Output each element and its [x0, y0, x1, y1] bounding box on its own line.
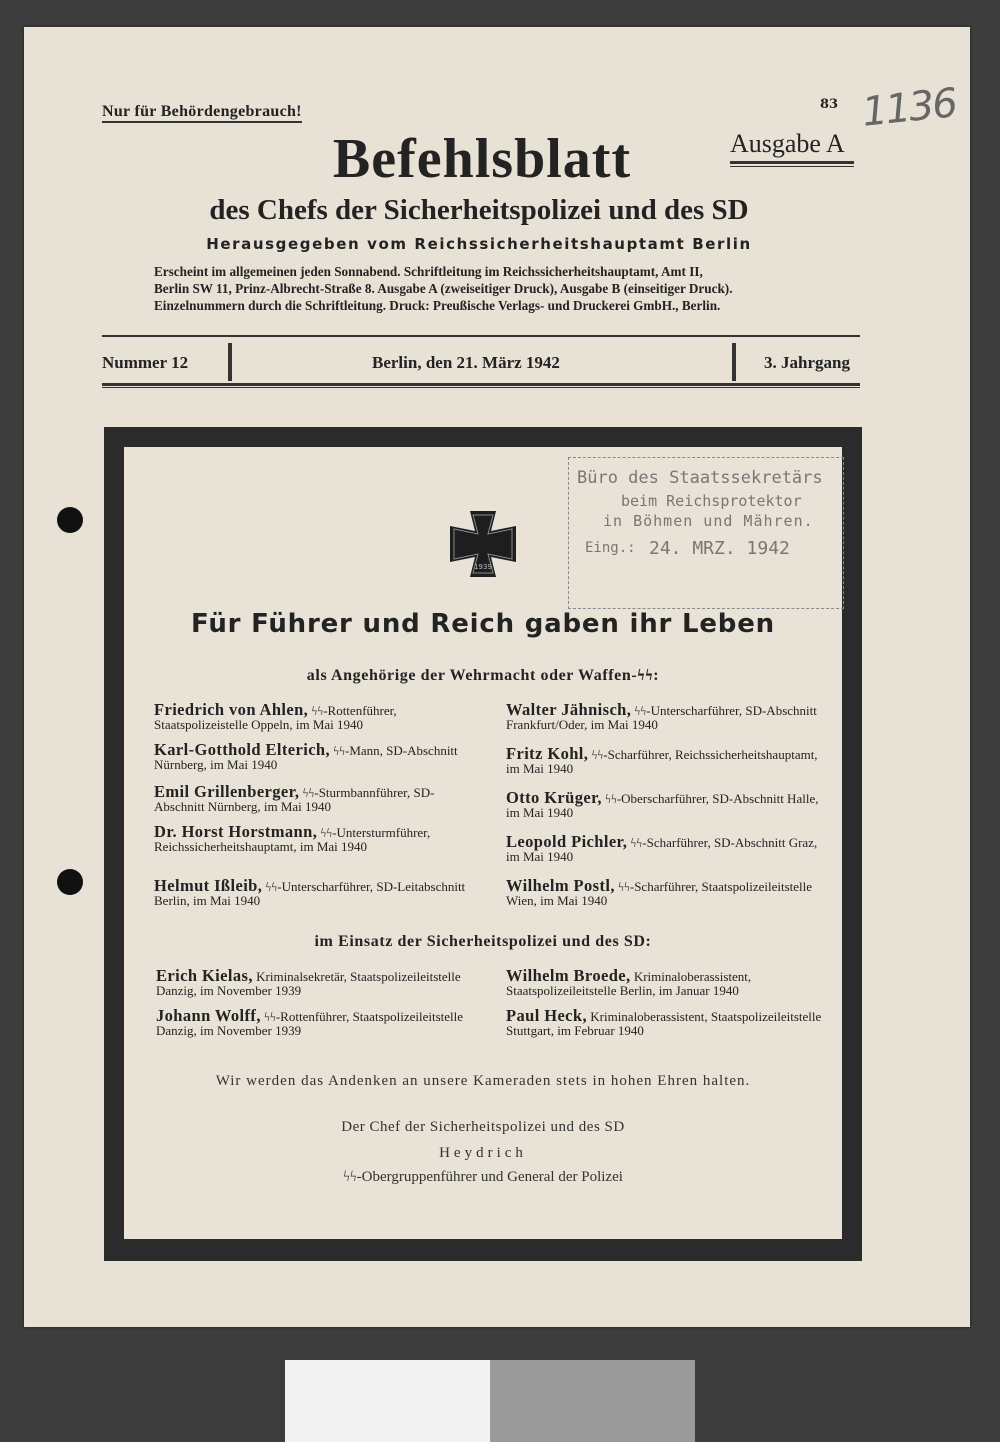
entry-name: Friedrich von Ahlen,	[154, 700, 309, 719]
entry-detail: ϟϟ-Rottenführer, Staatspolizeileitstelle Danzig, im November 1939	[156, 1009, 464, 1038]
entry-name: Walter Jähnisch,	[506, 700, 632, 719]
entry-name: Leopold Pichler,	[506, 832, 628, 851]
entry-name: Helmut Ißleib,	[154, 876, 263, 895]
publisher-line: Herausgegeben vom Reichssicherheitshauptamt Berlin	[206, 235, 752, 253]
entry-detail: ϟϟ-Untersturmführer, Reichssicherheitshauptamt, im Mai 1940	[154, 825, 431, 854]
signature-name: Heydrich	[439, 1145, 527, 1161]
list-item	[154, 876, 472, 908]
list-item	[506, 700, 824, 732]
restricted-notice: Nur für Behördengebrauch!	[102, 103, 302, 123]
list-item	[506, 832, 824, 864]
signature-rank: ϟϟ-Obergruppenführer und General der Polizei	[343, 1169, 623, 1185]
entry-name: Paul Heck,	[506, 1006, 587, 1025]
signature-title: Der Chef der Sicherheitspolizei und des SD	[341, 1119, 625, 1135]
handwritten-note: 1136	[859, 80, 958, 136]
list-item	[154, 822, 472, 854]
publication-info	[154, 263, 844, 314]
entry-detail: ϟϟ-Scharführer, Staatspolizeileitstelle Wien, im Mai 1940	[506, 879, 813, 908]
section-title-police: im Einsatz der Sicherheitspolizei und des SD:	[314, 933, 652, 950]
entry-detail: ϟϟ-Rottenführer, Staatspolizeistelle Oppeln, im Mai 1940	[154, 703, 397, 732]
list-item	[506, 1006, 824, 1038]
list-item	[156, 1006, 474, 1038]
cross-year: 1939	[474, 563, 492, 571]
list-item	[506, 788, 824, 820]
calibration-white-patch	[285, 1360, 490, 1442]
entry-detail: ϟϟ-Unterscharführer, SD-Leitabschnitt Berlin, im Mai 1940	[154, 879, 466, 908]
entry-name: Otto Krüger,	[506, 788, 602, 807]
info-line: Erscheint im allgemeinen jeden Sonnabend. Schriftleitung im Reichssicherheitshauptamt, Amt II,	[154, 264, 703, 279]
list-item	[506, 744, 824, 776]
entry-detail: ϟϟ-Unterscharführer, SD-Abschnitt Frankfurt/Oder, im Mai 1940	[506, 703, 817, 732]
entry-name: Wilhelm Broede,	[506, 966, 631, 985]
stamp-line: Büro des Staatssekretärs	[577, 468, 823, 488]
entry-name: Erich Kielas,	[156, 966, 253, 985]
issue-date: Berlin, den 21. März 1942	[372, 353, 560, 372]
page-subtitle: des Chefs der Sicherheitspolizei und des SD	[209, 194, 749, 226]
entry-name: Dr. Horst Horstmann,	[154, 822, 318, 841]
info-line: Einzelnummern durch die Schriftleitung. Druck: Preußische Verlags- und Druckerei GmbH., Berlin.	[154, 298, 721, 313]
stamp-line: beim Reichsprotektor	[621, 492, 802, 510]
list-item	[154, 782, 472, 814]
list-item	[154, 740, 472, 772]
stamp-line: in Böhmen und Mähren.	[603, 512, 814, 530]
punch-hole-bottom	[57, 869, 83, 895]
list-item	[506, 966, 824, 998]
entry-detail: Kriminaloberassistent, Staatspolizeileitstelle Berlin, im Januar 1940	[506, 969, 752, 998]
entry-name: Wilhelm Postl,	[506, 876, 615, 895]
memorial-headline: Für Führer und Reich gaben ihr Leben	[191, 609, 775, 639]
entry-detail: ϟϟ-Sturmbannführer, SD-Abschnitt Nürnberg, im Mai 1940	[154, 785, 435, 814]
issue-number: Nummer 12	[102, 353, 189, 372]
entry-name: Emil Grillenberger,	[154, 782, 300, 801]
entry-detail: Kriminalsekretär, Staatspolizeileitstelle Danzig, im November 1939	[156, 969, 461, 998]
list-item	[154, 700, 472, 732]
list-item	[156, 966, 474, 998]
info-line: Berlin SW 11, Prinz-Albrecht-Straße 8. Ausgabe A (zweiseitiger Druck), Ausgabe B (einseitiger Druck).	[154, 281, 733, 296]
page-number: 83	[820, 97, 839, 112]
iron-cross-icon	[446, 507, 520, 581]
entry-detail: ϟϟ-Oberscharführer, SD-Abschnitt Halle, im Mai 1940	[506, 791, 819, 820]
edition-label: Ausgabe A	[730, 129, 845, 158]
entry-detail: ϟϟ-Mann, SD-Abschnitt Nürnberg, im Mai 1940	[154, 743, 458, 772]
edition-underline	[730, 161, 854, 167]
stamp-received-label: Eing.:	[585, 540, 636, 556]
header-rule-top	[102, 335, 860, 337]
stamp-received-date: 24. MRZ. 1942	[649, 538, 790, 559]
issue-bar	[102, 341, 860, 383]
header-rule-bottom	[102, 383, 860, 388]
receipt-stamp	[568, 457, 844, 609]
closing-statement: Wir werden das Andenken an unsere Kameraden stets in hohen Ehren halten.	[215, 1073, 751, 1089]
entry-name: Johann Wolff,	[156, 1006, 261, 1025]
issue-separator	[732, 343, 736, 381]
punch-hole-top	[57, 507, 83, 533]
entry-detail: ϟϟ-Scharführer, SD-Abschnitt Graz, im Mai 1940	[506, 835, 818, 864]
page-title: Befehlsblatt	[332, 128, 632, 190]
issue-separator	[228, 343, 232, 381]
list-item	[506, 876, 824, 908]
issue-volume: 3. Jahrgang	[764, 353, 850, 372]
entry-name: Fritz Kohl,	[506, 744, 589, 763]
entry-name: Karl-Gotthold Elterich,	[154, 740, 331, 759]
entry-detail: Kriminaloberassistent, Staatspolizeileitstelle Stuttgart, im Februar 1940	[506, 1009, 822, 1038]
section-title-wehrmacht: als Angehörige der Wehrmacht oder Waffen-ϟϟ:	[306, 667, 660, 684]
entry-detail: ϟϟ-Scharführer, Reichssicherheitshauptamt, im Mai 1940	[506, 747, 818, 776]
document-page	[24, 27, 970, 1327]
